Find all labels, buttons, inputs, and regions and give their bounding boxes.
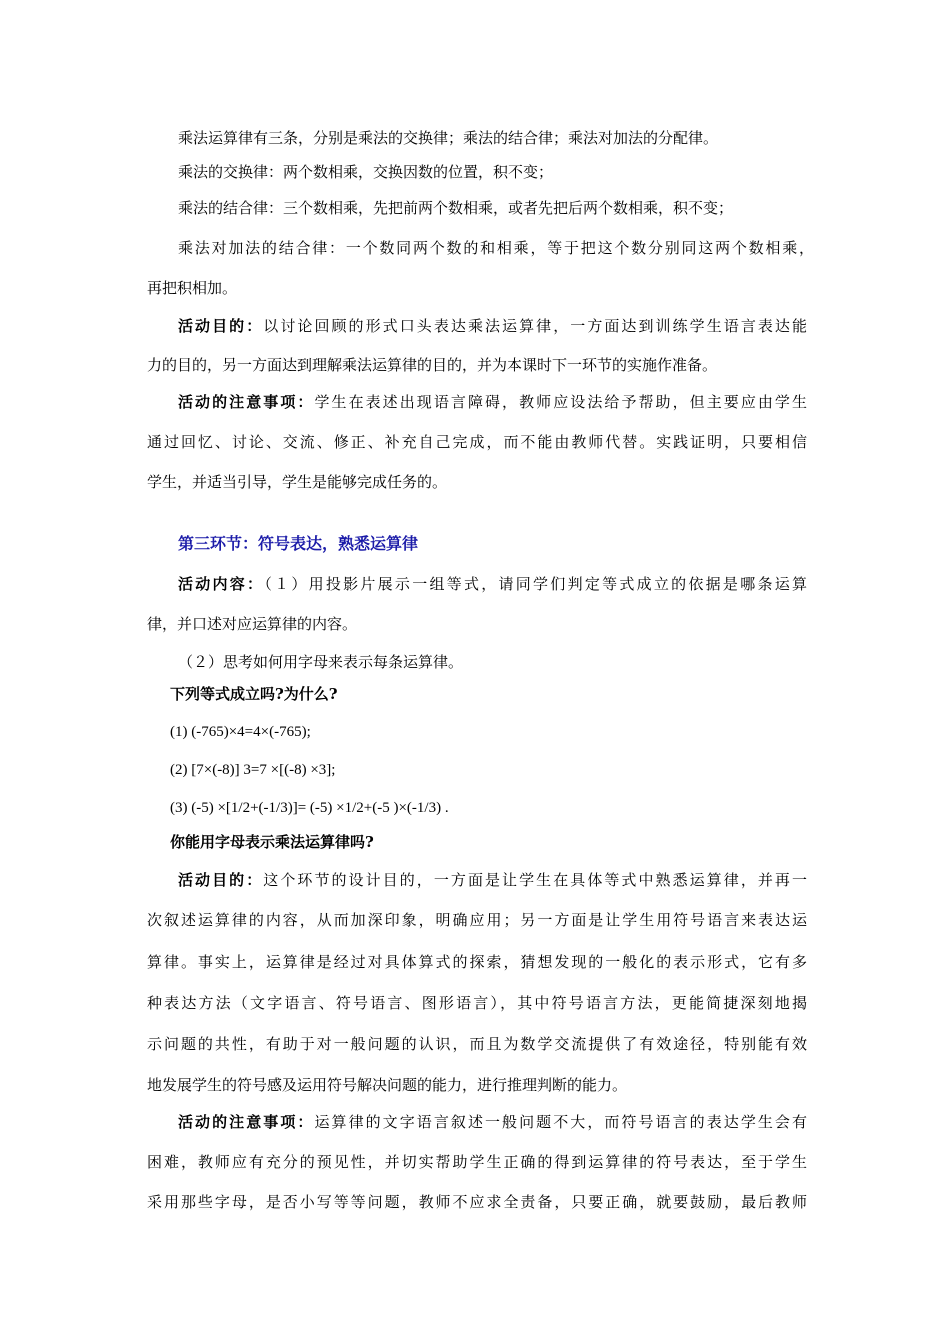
paragraph-line: 种表达方法（文字语言、符号语言、图形语言），其中符号语言方法，更能简捷深刻地揭 bbox=[147, 994, 807, 1012]
paragraph-line bbox=[178, 316, 807, 336]
section-heading: 第三环节：符号表达，熟悉运算律 bbox=[178, 534, 419, 553]
paragraph-line: 学生，并适当引导，学生是能够完成任务的。 bbox=[147, 473, 448, 491]
paragraph-line: 采用那些字母，是否小写等等问题，教师不应求全责备，只要正确，就要鼓励，最后教师 bbox=[147, 1193, 807, 1211]
paragraph-line: 乘法对加法的结合律：一个数同两个数的和相乘，等于把这个数分别同这两个数相乘， bbox=[178, 239, 814, 257]
label-text: （１）用投影片展示一组等式，请同学们判定等式成立的依据是哪条运算 bbox=[264, 575, 807, 593]
paragraph-line: 力的目的，另一方面达到理解乘法运算律的目的，并为本课时下一环节的实施作准备。 bbox=[147, 356, 718, 374]
paragraph-line: 律，并口述对应运算律的内容。 bbox=[147, 615, 358, 633]
question-line: 你能用字母表示乘法运算律吗? bbox=[170, 833, 374, 851]
label-activity-notes: 活动的注意事项： bbox=[178, 393, 315, 411]
equation-line: (2) [7×(-8)] 3=7 ×[(-8) ×3]; bbox=[170, 762, 336, 778]
label-activity-purpose: 活动目的： bbox=[178, 871, 264, 889]
paragraph-line: 示问题的共性，有助于对一般问题的认识，而且为数学交流提供了有效途径，特别能有效 bbox=[147, 1035, 807, 1053]
paragraph-line bbox=[178, 870, 807, 890]
paragraph-line: 困难，教师应有充分的预见性，并切实帮助学生正确的得到运算律的符号表达，至于学生 bbox=[147, 1153, 807, 1171]
paragraph-line: 乘法运算律有三条，分别是乘法的交换律；乘法的结合律；乘法对加法的分配律。 bbox=[178, 129, 719, 147]
label-text: 以讨论回顾的形式口头表达乘法运算律，一方面达到训练学生语言表达能 bbox=[263, 317, 807, 335]
paragraph-line: 算律。事实上，运算律是经过对具体算式的探索，猜想发现的一般化的表示形式，它有多 bbox=[147, 953, 807, 971]
label-activity-purpose: 活动目的： bbox=[178, 317, 264, 335]
equation-line: (3) (-5) ×[1/2+(-1/3)]= (-5) ×1/2+(-5 )×(-1/3) . bbox=[170, 800, 449, 816]
label-text: 学生在表述出现语言障碍，教师应设法给予帮助，但主要应由学生 bbox=[314, 393, 807, 411]
question-line: 下列等式成立吗?为什么? bbox=[170, 685, 338, 703]
equation-line: (1) (-765)×4=4×(-765); bbox=[170, 724, 311, 740]
paragraph-line: 次叙述运算律的内容，从而加深印象，明确应用；另一方面是让学生用符号语言来表达运 bbox=[147, 911, 807, 929]
paragraph-line: 乘法的结合律：三个数相乘，先把前两个数相乘，或者先把后两个数相乘，积不变； bbox=[178, 199, 734, 217]
label-activity-content: 活动内容： bbox=[178, 575, 265, 593]
paragraph-line: 乘法的交换律：两个数相乘，交换因数的位置，积不变； bbox=[178, 163, 554, 181]
paragraph-line: 地发展学生的符号感及运用符号解决问题的能力，进行推理判断的能力。 bbox=[147, 1076, 628, 1094]
paragraph-line bbox=[178, 392, 807, 412]
paragraph-line bbox=[178, 574, 807, 594]
paragraph-line bbox=[178, 1112, 807, 1132]
label-activity-notes: 活动的注意事项： bbox=[178, 1113, 315, 1131]
paragraph-line: 再把积相加。 bbox=[147, 279, 238, 297]
paragraph-line: 通过回忆、讨论、交流、修正、补充自己完成，而不能由教师代替。实践证明，只要相信 bbox=[147, 433, 807, 451]
label-text: 这个环节的设计目的，一方面是让学生在具体等式中熟悉运算律，并再一 bbox=[263, 871, 807, 889]
label-text: 运算律的文字语言叙述一般问题不大，而符号语言的表达学生会有 bbox=[314, 1113, 807, 1131]
paragraph-line: （２）思考如何用字母来表示每条运算律。 bbox=[178, 653, 464, 671]
